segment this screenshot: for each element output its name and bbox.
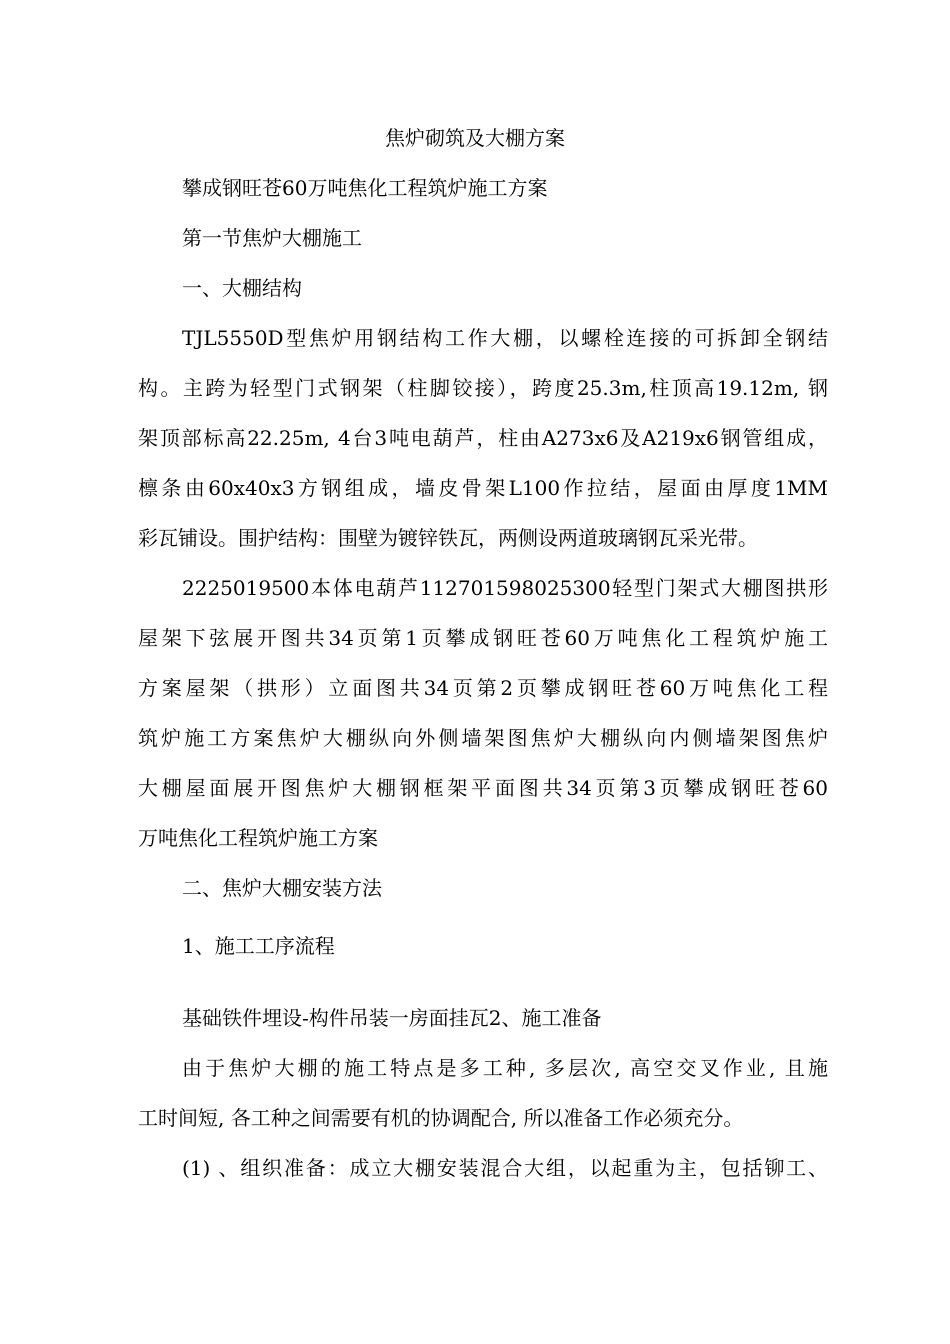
para1-line: 彩瓦铺设。围护结构：围壁为镀锌铁瓦，两侧设两道玻璃钢瓦采光带。: [138, 526, 758, 550]
document-title: 焦炉砌筑及大棚方案: [385, 126, 565, 150]
para1-line: 檩条由60x40x3方钢组成，墙皮骨架L100作拉结，屋面由厚度1MM: [138, 476, 828, 500]
flow-line: 基础铁件埋设-构件吊装一房面挂瓦2、施工准备: [182, 1006, 602, 1030]
para2-line: 筑炉施工方案焦炉大棚纵向外侧墙架图焦炉大棚纵向内侧墙架图焦炉: [138, 726, 828, 750]
para3-line: 工时间短, 各工种之间需要有机的协调配合, 所以准备工作必须充分。: [138, 1106, 744, 1130]
para1-line: 架顶部标高22.25m, 4台3吨电葫芦，柱由A273x6及A219x6钢管组成，: [138, 426, 828, 450]
para3-line: 由于焦炉大棚的施工特点是多工种, 多层次, 高空交叉作业, 且施: [182, 1056, 828, 1080]
para1-line: 构。主跨为轻型门式钢架（柱脚铰接），跨度25.3m,柱顶高19.12m, 钢: [138, 376, 828, 400]
para2-line: 大棚屋面展开图焦炉大棚钢框架平面图共34页第3页攀成钢旺苍60: [138, 776, 828, 800]
para2-line: 屋架下弦展开图共34页第1页攀成钢旺苍60万吨焦化工程筑炉施工: [138, 626, 828, 650]
para4-line: (1) 、组织准备：成立大棚安装混合大组，以起重为主，包括铆工、: [182, 1156, 828, 1180]
para2-line: 方案屋架（拱形）立面图共34页第2页攀成钢旺苍60万吨焦化工程: [138, 676, 828, 700]
para2-line: 2225019500本体电葫芦112701598025300轻型门架式大棚图拱形: [182, 576, 828, 600]
para1-line: TJL5550D型焦炉用钢结构工作大棚，以螺栓连接的可拆卸全钢结: [182, 326, 828, 350]
heading-structure: 一、大棚结构: [182, 276, 302, 300]
para2-line: 万吨焦化工程筑炉施工方案: [138, 826, 378, 850]
heading-install-method: 二、焦炉大棚安装方法: [182, 876, 382, 900]
document-subtitle: 攀成钢旺苍60万吨焦化工程筑炉施工方案: [182, 176, 548, 200]
heading-process-flow: 1、施工工序流程: [182, 934, 335, 958]
section-heading: 第一节焦炉大棚施工: [182, 226, 362, 250]
